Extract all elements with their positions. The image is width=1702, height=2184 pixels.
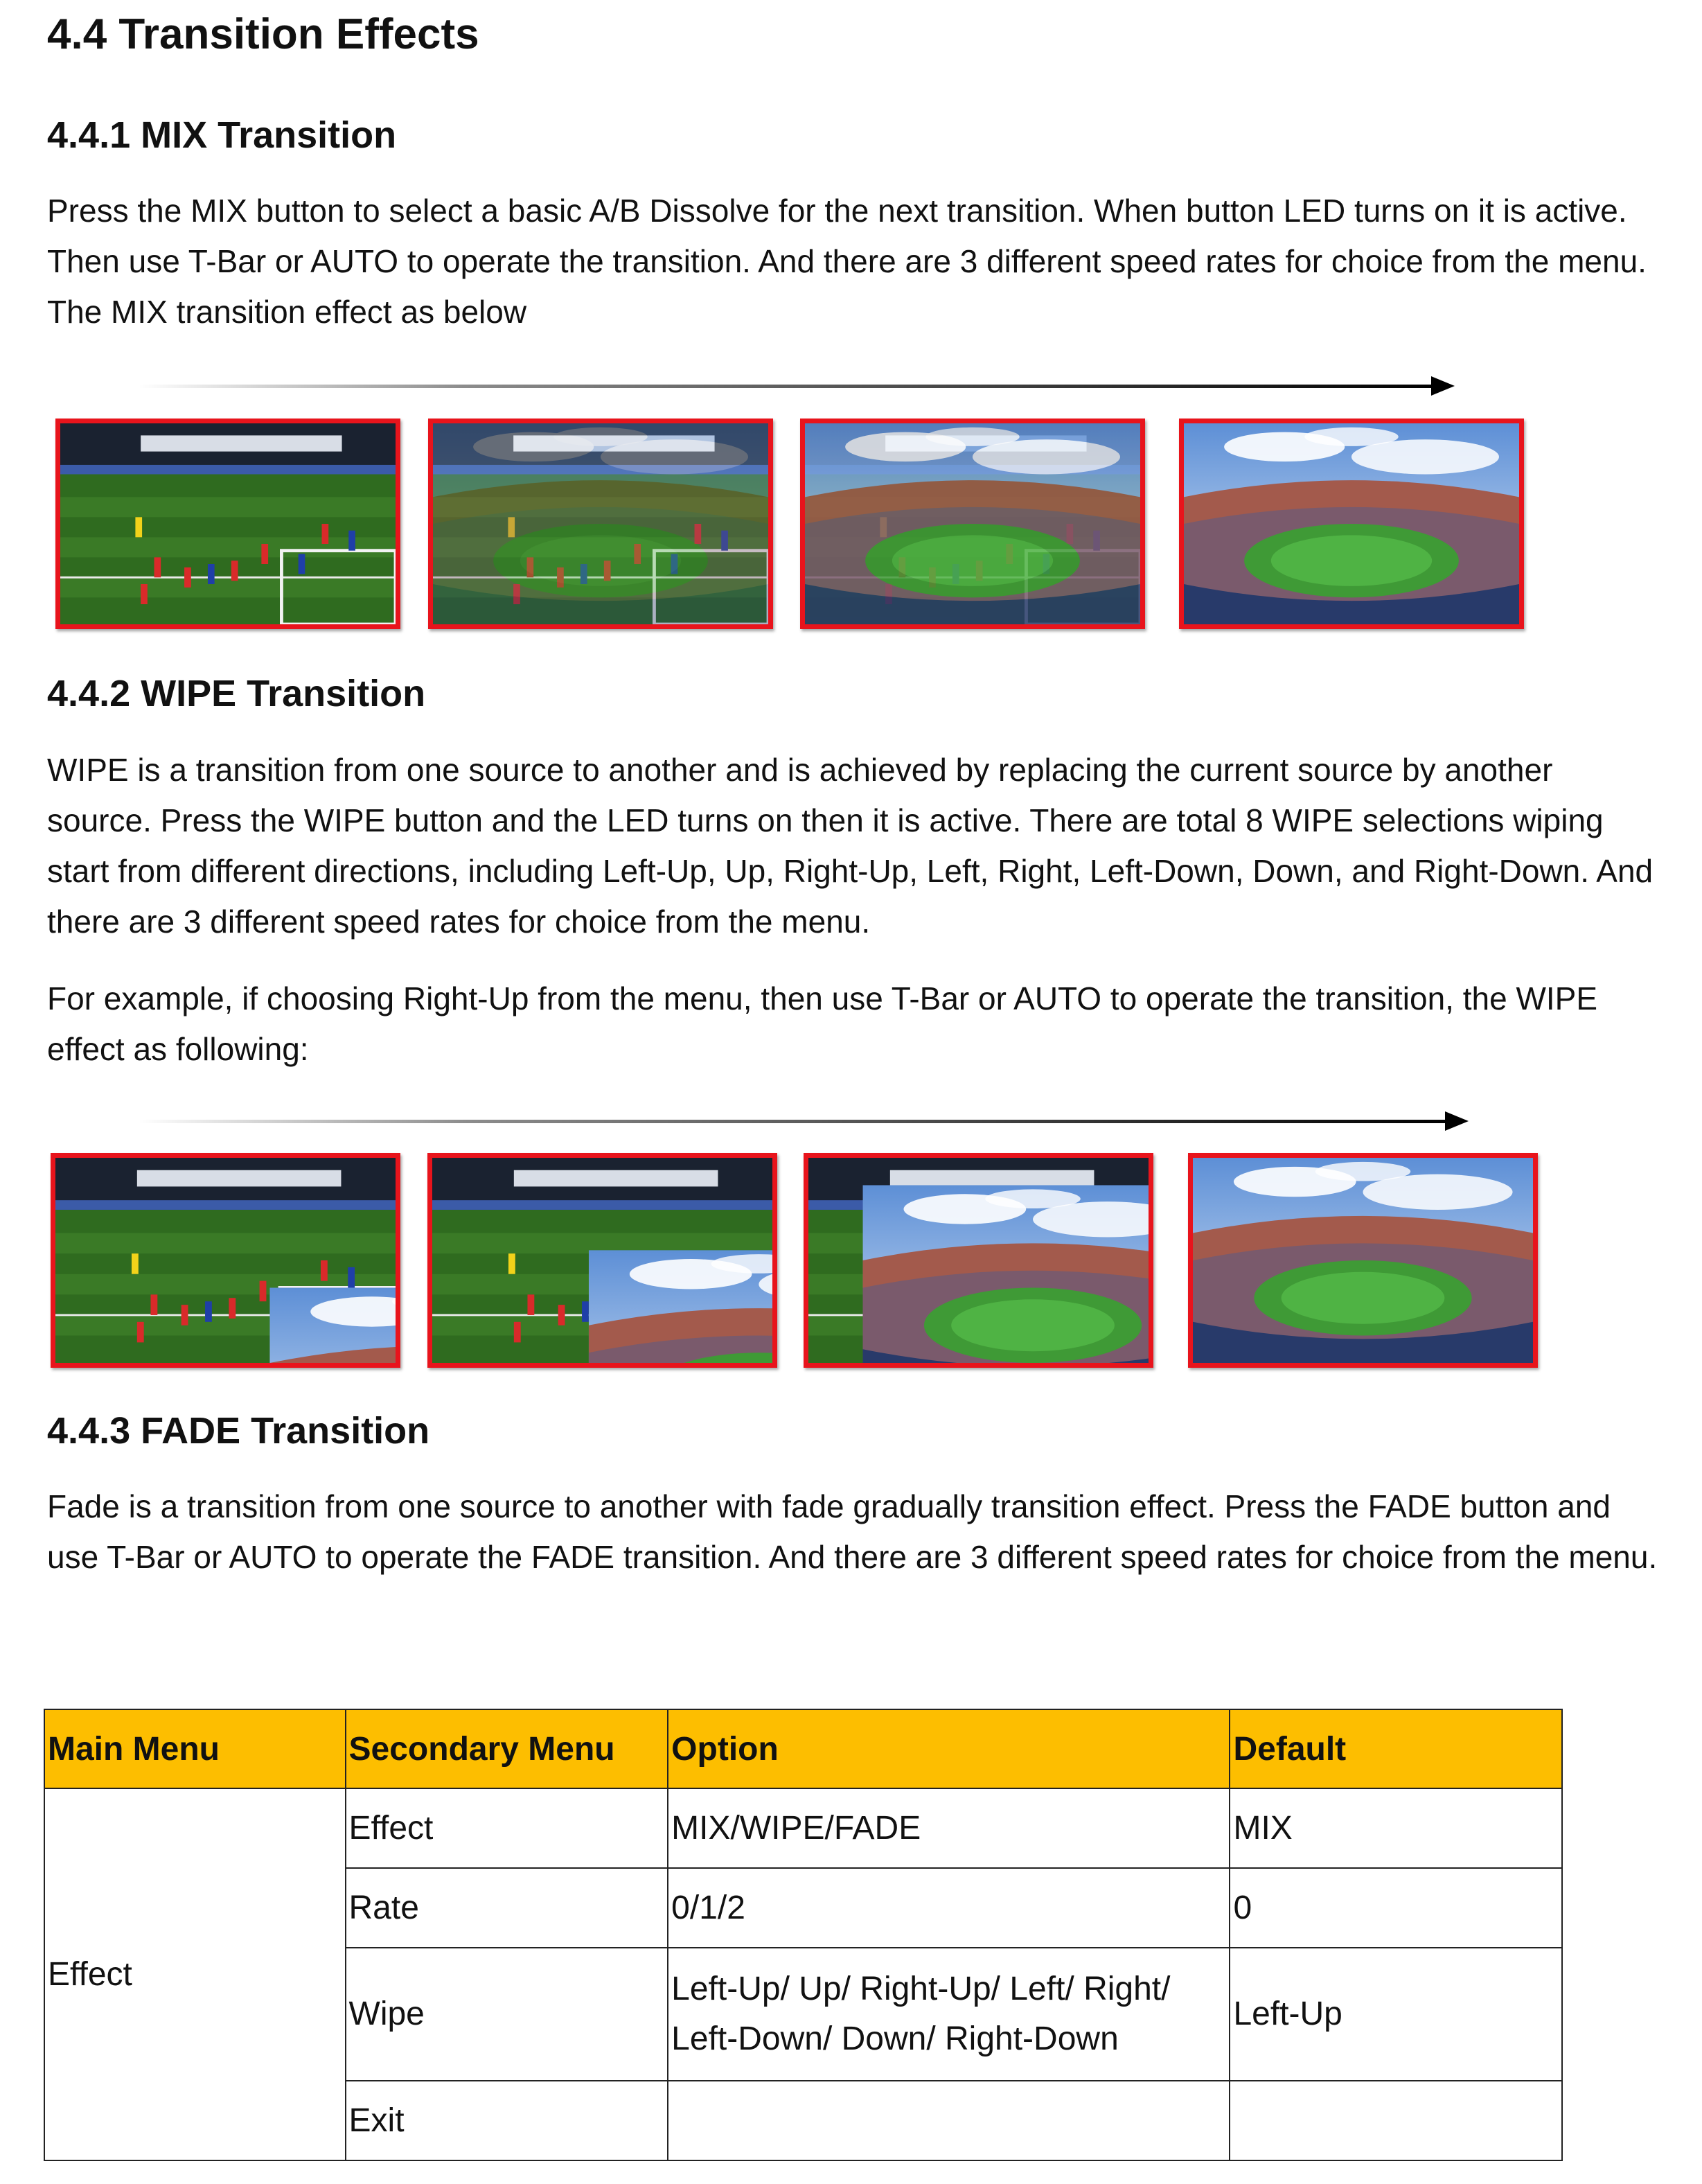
option-cell — [668, 2081, 1230, 2160]
mix-frame-3 — [800, 419, 1145, 629]
wipe-frame-3 — [804, 1153, 1153, 1368]
header-secondary-menu: Secondary Menu — [346, 1709, 668, 1788]
default-cell: MIX — [1230, 1788, 1562, 1868]
mix-frame-2 — [428, 419, 773, 629]
header-main-menu: Main Menu — [44, 1709, 346, 1788]
mix-frame-4 — [1179, 419, 1524, 629]
default-cell: 0 — [1230, 1868, 1562, 1948]
section-title: 4.4 Transition Effects — [47, 10, 479, 58]
wipe-heading: 4.4.2 WIPE Transition — [47, 673, 426, 714]
wipe-frame-4 — [1188, 1153, 1538, 1368]
wipe-scene-image — [808, 1158, 1149, 1363]
main-menu-cell: Effect — [44, 1788, 346, 2160]
wipe-example: For example, if choosing Right-Up from the menu, then use T-Bar or AUTO to operate the transition, the WIPE effect as following: — [47, 980, 1598, 1067]
header-default: Default — [1230, 1709, 1562, 1788]
secondary-menu-cell: Exit — [346, 2081, 668, 2160]
header-option: Option — [668, 1709, 1230, 1788]
mix-progress-arrow-icon — [139, 372, 1455, 400]
soccer-scene-image — [60, 423, 396, 624]
wipe-frame-2 — [427, 1153, 777, 1368]
dissolve-scene-image — [433, 423, 768, 624]
mix-heading: 4.4.1 MIX Transition — [47, 114, 397, 156]
wipe-description: WIPE is a transition from one source to another and is achieved by replacing the current source by another source. Press the WIPE button and the LED turns on then it is active. There are total 8 WIPE selections wiping start from different directions, including Left-Up, Up, Right-Up, Left, Right, Left-Down, Down, and Right-Down. And there are 3 different speed rates for choice from the menu. — [47, 752, 1654, 940]
option-cell: MIX/WIPE/FADE — [668, 1788, 1230, 1868]
stadium-scene-image — [1193, 1158, 1533, 1363]
secondary-menu-cell: Wipe — [346, 1948, 668, 2081]
wipe-scene-image — [55, 1158, 396, 1363]
dissolve-scene-image — [805, 423, 1140, 624]
wipe-progress-arrow-icon — [139, 1107, 1469, 1135]
mix-frame-1 — [55, 419, 400, 629]
wipe-scene-image — [432, 1158, 772, 1363]
option-cell: Left-Up/ Up/ Right-Up/ Left/ Right/ Left-Down/ Down/ Right-Down — [668, 1948, 1230, 2081]
fade-description: Fade is a transition from one source to another with fade gradually transition effect. Press the FADE button and use T-Bar or AUTO to operate the FADE transition. And there are 3 different speed rates for choice from the menu. — [47, 1488, 1658, 1575]
default-cell: Left-Up — [1230, 1948, 1562, 2081]
table-header-row — [44, 1709, 1562, 1788]
option-cell: 0/1/2 — [668, 1868, 1230, 1948]
stadium-scene-image — [1184, 423, 1519, 624]
effect-menu-table — [44, 1709, 1563, 2161]
fade-heading: 4.4.3 FADE Transition — [47, 1410, 430, 1452]
wipe-frame-1 — [51, 1153, 400, 1368]
secondary-menu-cell: Effect — [346, 1788, 668, 1868]
secondary-menu-cell: Rate — [346, 1868, 668, 1948]
table-row — [44, 1788, 1562, 1868]
mix-description: Press the MIX button to select a basic A/B Dissolve for the next transition. When button LED turns on it is active. Then use T-Bar or AUTO to operate the transition. And there are 3 different speed rates for choice from the menu. The MIX transition effect as below — [47, 193, 1647, 330]
default-cell — [1230, 2081, 1562, 2160]
